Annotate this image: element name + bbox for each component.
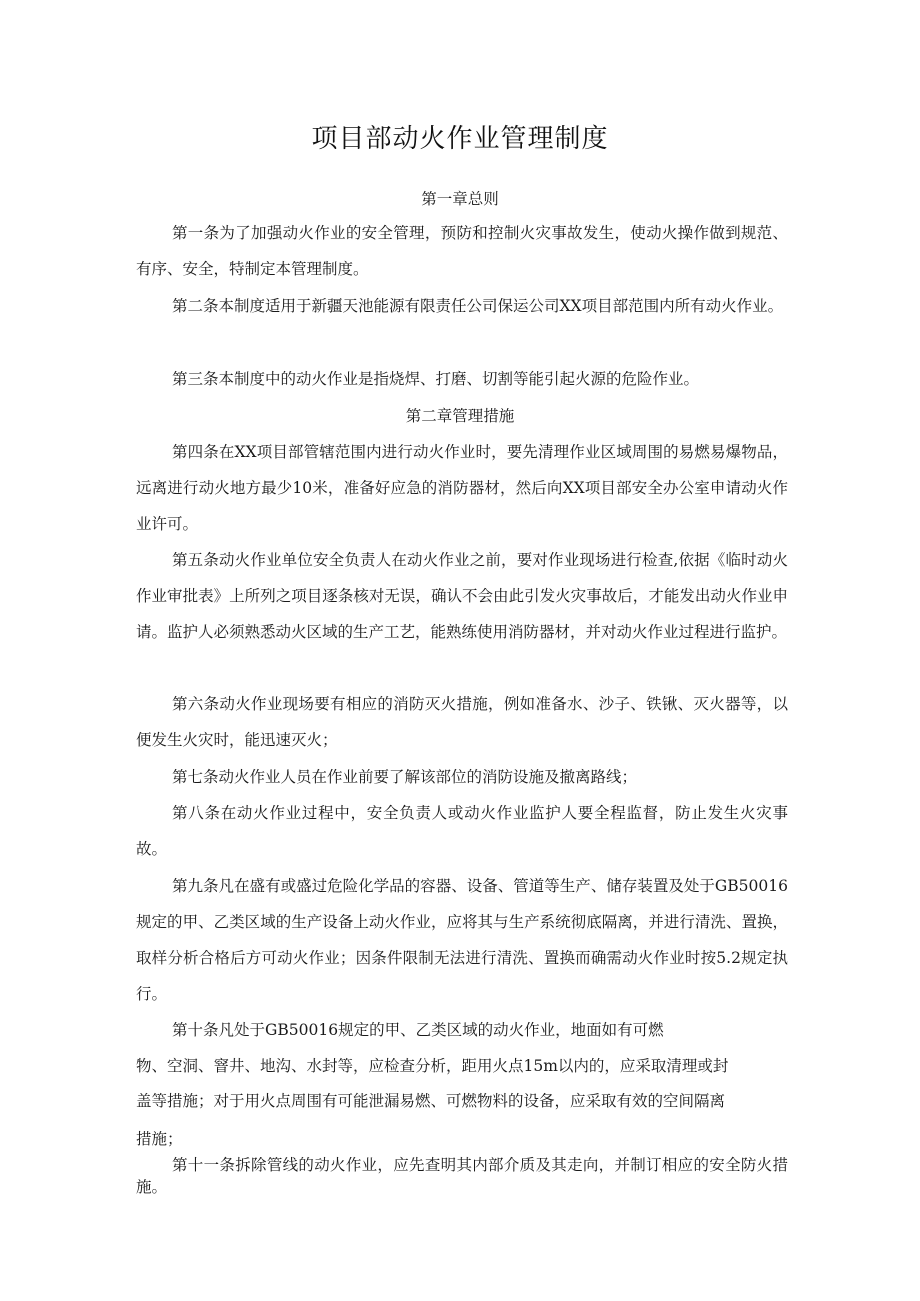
article-2: 第二条本制度适用于新疆天池能源有限责任公司保运公司XX项目部范围内所有动火作业。 [172, 297, 784, 315]
article-1: 第一条为了加强动火作业的安全管理，预防和控制火灾事故发生，使动火操作做到规范、有序、安全，特制定本管理制度。 [136, 224, 788, 278]
article-5: 第五条动火作业单位安全负责人在动火作业之前，要对作业现场进行检查,依据《临时动火作业审批表》上所列之项目逐条核对无误，确认不会由此引发火灾事故后，才能发出动火作业申请。监护人必须熟悉动火区域的生产工艺，能熟练使用消防器材，并对动火作业过程进行监护。 [136, 551, 788, 641]
article-11: 第十一条拆除管线的动火作业，应先查明其内部介质及其走向，并制订相应的安全防火措施。 [136, 1156, 788, 1196]
article-10-line-2: 物、空洞、窨井、地沟、水封等，应检查分析，距用火点15m以内的，应采取清理或封 [136, 1057, 729, 1075]
article-10-line-3: 盖等措施；对于用火点周围有可能泄漏易燃、可燃物料的设备，应采取有效的空间隔离 [136, 1092, 726, 1110]
article-10-line-1: 第十条凡处于GB50016规定的甲、乙类区域的动火作业，地面如有可燃 [172, 1021, 664, 1039]
article-7: 第七条动火作业人员在作业前要了解该部位的消防设施及撤离路线； [172, 768, 638, 786]
article-8: 第八条在动火作业过程中，安全负责人或动火作业监护人要全程监督，防止发生火灾事故。 [136, 804, 788, 858]
document-title: 项目部动火作业管理制度 [311, 124, 609, 154]
article-3: 第三条本制度中的动火作业是指烧焊、打磨、切割等能引起火源的危险作业。 [172, 370, 700, 388]
chapter-heading-1: 第一章总则 [421, 190, 499, 208]
chapter-heading-2: 第二章管理措施 [405, 407, 515, 425]
article-4: 第四条在XX项目部管辖范围内进行动火作业时，要先清理作业区域周围的易燃易爆物品，远离进行动火地方最少10米，准备好应急的消防器材，然后向XX项目部安全办公室申请动火作业许可。 [136, 443, 788, 533]
article-9: 第九条凡在盛有或盛过危险化学品的容器、设备、管道等生产、储存装置及处于GB50016规定的甲、乙类区域的生产设备上动火作业，应将其与生产系统彻底隔离，并进行清洗、置换，取样分析合格后方可动火作业；因条件限制无法进行清洗、置换而确需动火作业时按5.2规定执行。 [136, 877, 788, 1003]
article-10-line-4: 措施； [136, 1130, 183, 1148]
article-6: 第六条动火作业现场要有相应的消防灭火措施，例如准备水、沙子、铁锹、灭火器等，以便发生火灾时，能迅速灭火； [136, 695, 788, 749]
